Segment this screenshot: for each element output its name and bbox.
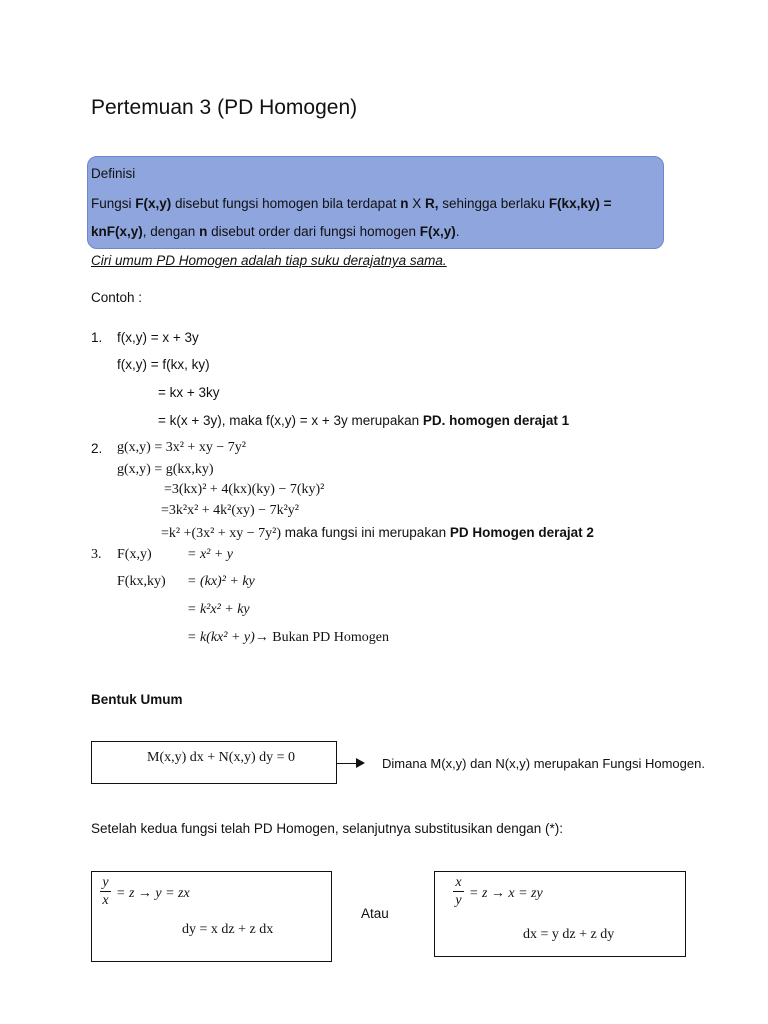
example-2-number: 2. (91, 441, 103, 456)
example-2-line-2: g(x,y) = g(kx,ky) (117, 462, 214, 477)
substitution-intro: Setelah kedua fungsi telah PD Homogen, selanjutnya substitusikan dengan (*): (91, 821, 564, 836)
example-2-line-4: =3k²x² + 4k²(xy) − 7k²y² (161, 503, 299, 518)
bentuk-umum-heading: Bentuk Umum (91, 692, 183, 707)
example-3-lhs-1: F(x,y) (117, 547, 152, 562)
example-1-number: 1. (91, 330, 103, 345)
atau-label: Atau (361, 906, 389, 921)
right-substitution-equation: = z → x = zy (469, 886, 543, 901)
arrow-right-icon (336, 763, 358, 764)
substitution-box-right (434, 871, 686, 957)
example-3-lhs-2: F(kx,ky) (117, 574, 166, 589)
general-form-note: Dimana M(x,y) dan N(x,y) merupakan Fungsi Homogen. (382, 756, 705, 771)
example-3-number: 3. (91, 547, 102, 562)
example-3-rhs-3: = k²x² + ky (187, 602, 250, 617)
example-3-rhs-1: = x² + y (187, 547, 234, 562)
contoh-label: Contoh : (91, 290, 143, 305)
general-form-equation: M(x,y) dx + N(x,y) dy = 0 (147, 750, 295, 765)
definition-line-1: Fungsi F(x,y) disebut fungsi homogen bila terdapat n X R, sehingga berlaku F(kx,ky) = (91, 196, 612, 211)
example-3-rhs-2: = (kx)² + ky (187, 574, 255, 589)
right-substitution-differential: dx = y dz + z dy (523, 927, 615, 942)
example-1-line-3: = kx + 3ky (158, 385, 220, 400)
definition-line-2: knF(x,y), dengan n disebut order dari fungsi homogen F(x,y). (91, 224, 460, 239)
arrow-head-icon (356, 758, 365, 768)
example-1-line-2: f(x,y) = f(kx, ky) (117, 357, 210, 372)
left-substitution-equation: = z → y = zx (116, 886, 190, 901)
ciri-umum-note: Ciri umum PD Homogen adalah tiap suku derajatnya sama. (91, 253, 447, 268)
example-2-line-3: =3(kx)² + 4(kx)(ky) − 7(ky)² (164, 482, 325, 497)
example-1-line-1: f(x,y) = x + 3y (117, 330, 199, 345)
example-1-line-4: = k(x + 3y), maka f(x,y) = x + 3y merupakan PD. homogen derajat 1 (158, 413, 570, 428)
example-2-line-5: =k² +(3x² + xy − 7y²) maka fungsi ini merupakan PD Homogen derajat 2 (161, 525, 594, 541)
example-2-line-1: g(x,y) = 3x² + xy − 7y² (117, 440, 246, 455)
example-3-rhs-4: = k(kx² + y)→ Bukan PD Homogen (187, 630, 389, 645)
fraction-x-over-y: x y (453, 875, 464, 908)
definition-heading: Definisi (91, 166, 136, 181)
left-substitution-differential: dy = x dz + z dx (182, 922, 274, 937)
fraction-y-over-x: y x (100, 875, 111, 908)
page-title: Pertemuan 3 (PD Homogen) (91, 96, 358, 119)
substitution-box-left (91, 871, 332, 962)
